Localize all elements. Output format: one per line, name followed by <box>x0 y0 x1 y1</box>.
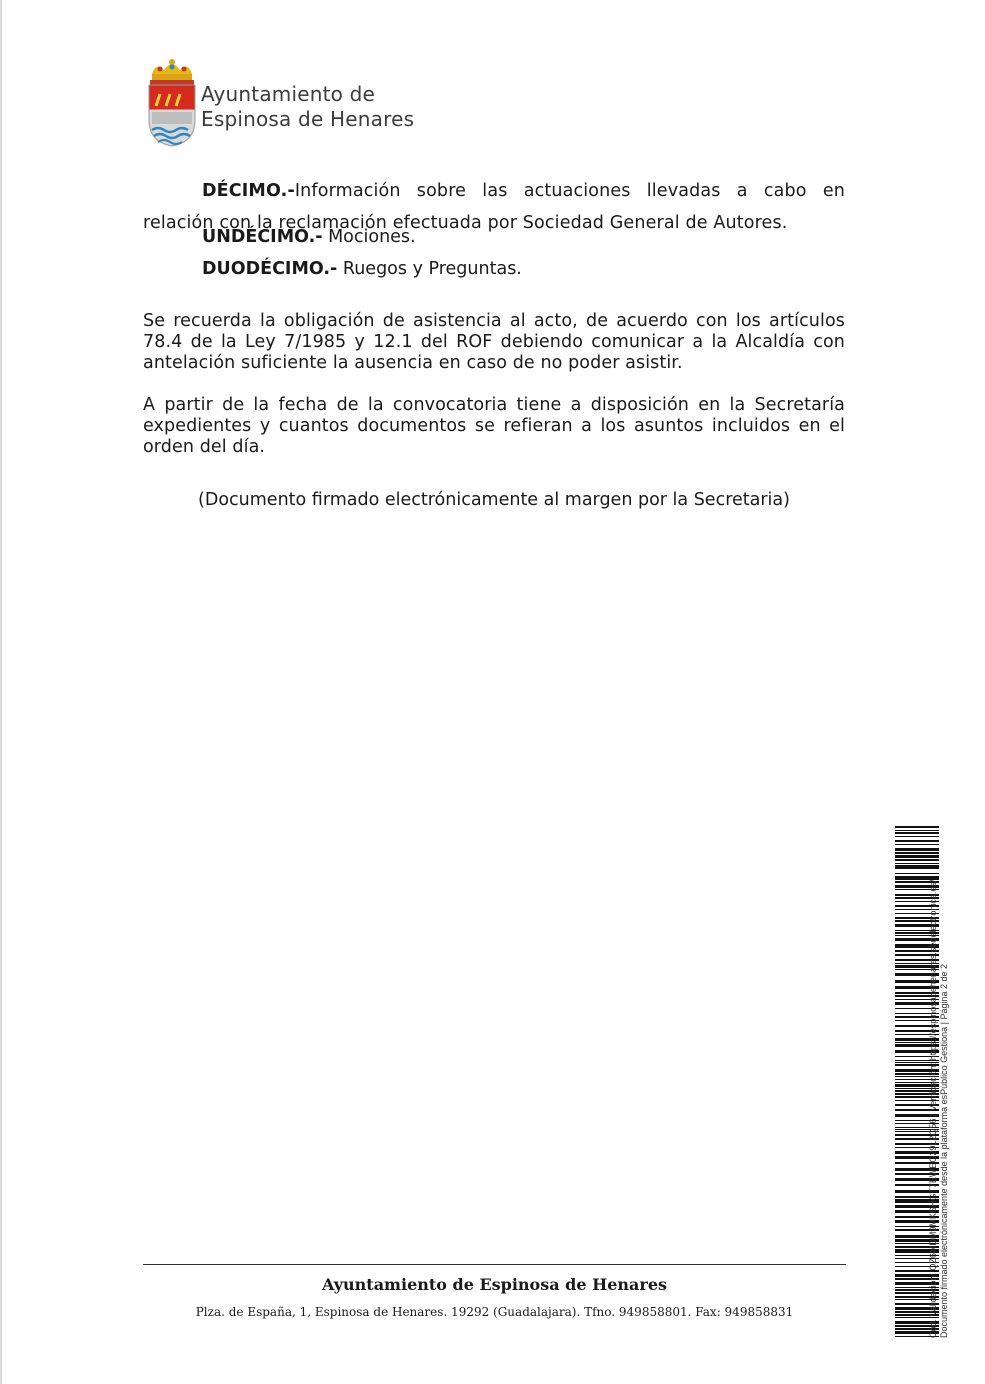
agenda-key: DÉCIMO.- <box>202 180 295 201</box>
agenda-text: Mociones. <box>322 227 416 247</box>
agenda-key: UNDÉCIMO.- <box>202 227 323 247</box>
org-name-line1: Ayuntamiento de <box>201 82 376 106</box>
agenda-key: DUODÉCIMO.- <box>202 259 338 279</box>
agenda-item-undecimo <box>202 221 416 253</box>
page-header <box>144 58 444 150</box>
validation-text <box>928 818 950 1338</box>
attendance-paragraph: Se recuerda la obligación de asistencia al acto, de acuerdo con los artículos 78.4 de la Ley 7/1985 y 12.1 del ROF debiendo comunicar a la Alcaldía con antelación suficiente la ausencia en caso de no poder asistir. <box>143 311 845 373</box>
validation-line2: Documento firmado electrónicamente desde la plataforma esPublico Gestiona | Página 2 de 2 <box>939 963 949 1338</box>
validation-line1: Cód. Validación: QZ6MDM9MKSHGT7EWEG29L2Q56 | Verificación: https://espinosadehenares.sedelectronica.es/ <box>928 879 938 1338</box>
signed-note: (Documento firmado electrónicamente al margen por la Secretaria) <box>198 490 790 510</box>
coat-of-arms-icon <box>144 58 200 148</box>
page-edge <box>0 0 2 1384</box>
org-name-line2: Espinosa de Henares <box>201 107 415 131</box>
org-name <box>201 82 414 132</box>
documents-paragraph: A partir de la fecha de la convocatoria tiene a disposición en la Secretaría expedientes y cuantos documentos se refieran a los asuntos incluidos en el orden del día. <box>143 395 845 457</box>
agenda-item-duodecimo <box>202 253 522 285</box>
footer-org-name: Ayuntamiento de Espinosa de Henares <box>321 1275 668 1294</box>
agenda-text: Ruegos y Preguntas. <box>337 259 522 279</box>
footer-address: Plza. de España, 1, Espinosa de Henares. 19292 (Guadalajara). Tfno. 949858801. Fax: 949858831 <box>195 1305 794 1319</box>
footer-divider <box>143 1264 846 1265</box>
agenda-text: Información sobre las actuaciones llevadas a cabo en relación con la reclamación efectuada por Sociedad General de Autores. <box>143 180 845 233</box>
